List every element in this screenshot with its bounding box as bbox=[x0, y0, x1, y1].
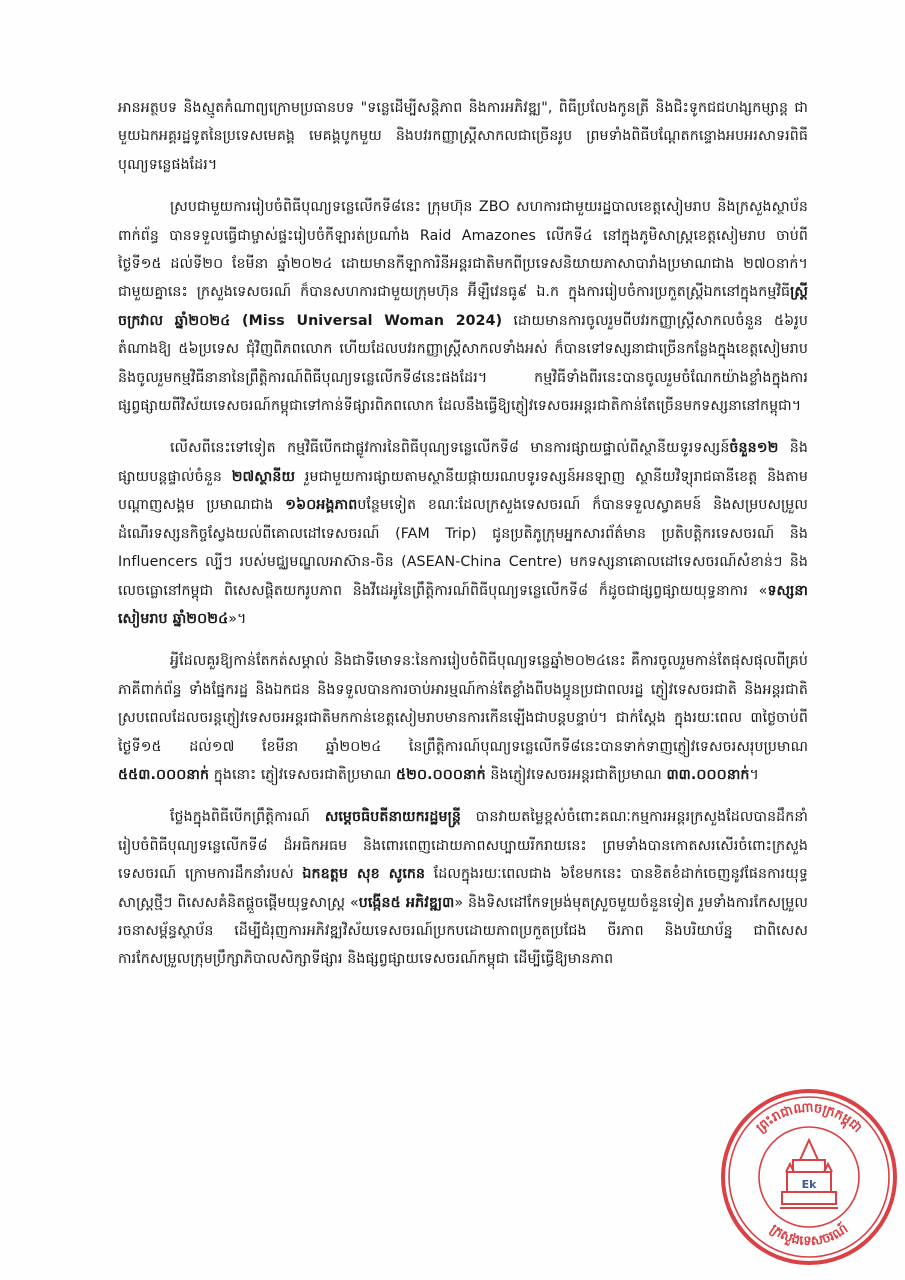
bold-text-run: ៣៣.០០០នាក់ bbox=[666, 766, 750, 783]
document-body bbox=[118, 94, 808, 988]
bold-text-run: សម្តេចធិបតីនាយករដ្ឋមន្ត្រី bbox=[324, 809, 461, 826]
text-run: ដោយមានការចូលរួមពីបវរកញ្ញាស្រ្តីសាកលចំនួន ៥៦រូប តំណាងឱ្យ ៥៦ប្រទេស ជុំវិញពិភពលោក ហើយដែលបវរកញ្ញាស្រ្តីសាកលទាំងអស់ ក៏បានទៅទស្សនាជាច្រើនកន្លែងក្នុងខេត្តសៀមរាប និងចូលរួមកម្មវិធីនានានៃព្រឹត្តិការណ៍ពិធីបុណ្យទន្លេលើកទី៨នេះផងដែរ។ កម្មវិធីទាំងពីរនេះបានចូលរួមចំណែកយ៉ាងខ្លាំងក្នុងការផ្សព្វផ្សាយពីវិស័យទេសចរណ៍កម្ពុជាទៅកាន់ទីផ្សារពិភពលោក ដែលនឹងធ្វើឱ្យភ្ញៀវទេសចរអន្តរជាតិកាន់តែច្រើនមកទស្សនានៅកម្ពុជា។ bbox=[118, 312, 808, 415]
text-run: បានវាយតម្លៃខ្ពស់ចំពោះគណៈកម្មការអន្តរក្រសួងដែលបានដឹកនាំរៀបចំពិធីបុណ្យទន្លេលើកទី៨ ដ៏អធិកអធម និងពោរពេញដោយភាពសប្បាយរីករាយនេះ ព្រមទាំងបានកោតសរសើរចំពោះក្រសួងទេសចរណ៍ ក្រោមការដឹកនាំរបស់ bbox=[118, 809, 809, 883]
bold-text-run: ១៦០អង្គភាព bbox=[285, 497, 358, 514]
text-run: អ្វីដែលគួរឱ្យកាន់តែកត់សម្គាល់ និងជាទីមោទនៈនៃការរៀបចំពិធីបុណ្យទន្លេឆ្នាំ២០២៤នេះ គឺការចូលរួមកាន់តែផុសផុលពីគ្រប់ភាគីពាក់ព័ន្ធ ទាំងផ្នែករដ្ឋ និងឯកជន និងទទួលបានការចាប់អារម្មណ៍កាន់តែខ្លាំងពីបងប្អូនប្រជាពលរដ្ឋ ភ្ញៀវទេសចរជាតិ និងអន្តរជាតិ ស្របពេលដែលចរន្តភ្ញៀវទេសចរអន្តរជាតិមកកាន់ខេត្តសៀមរាបមានការកើនឡើងជាបន្តបន្ទាប់។ ជាក់ស្តែង ក្នុងរយៈពេល ៣ថ្ងៃចាប់ពីថ្ងៃទី១៥ ដល់១៧ ខែមីនា ឆ្នាំ២០២៤ នៃព្រឹត្តិការណ៍បុណ្យទន្លេលើកទី៨នេះបានទាក់ទាញភ្ញៀវទេសចរសរុបប្រមាណ bbox=[118, 653, 808, 755]
text-run: បន្ថែមទៀត ខណៈដែលក្រសួងទេសចរណ៍ ក៏បានទទួលស្វាគមន៍ និងសម្របសម្រួល ដំណើរទស្សនកិច្ចស្វែងយល់ពីគោលដៅទេសចរណ៍ (FAM Trip) ជូនប្រតិភូក្រុមអ្នកសារព័ត៌មាន ប្រតិបត្តិករទេសចរណ៍ និង Influencers ល្បីៗ របស់មជ្ឈមណ្ឌលអាស៊ាន-ចិន (ASEAN-China Centre) មកទស្សនាគោលដៅទេសចរណ៍សំខាន់ៗ និងលេចធ្លោនៅកម្ពុជា ពិសេសផ្តិតយករូបភាព និងវីដេអូនៃព្រឹត្តិការណ៍ពិធីបុណ្យទន្លេលើកទី៨ ក៏ដូចជាផ្សព្វផ្សាយយុទ្ធនាការ « bbox=[118, 497, 808, 599]
bold-text-run: បង្កើន៥ អភិវឌ្ឍ៣ bbox=[358, 894, 455, 911]
text-run: ថ្លែងក្នុងពិធីបើកព្រឹត្តិការណ៍ bbox=[170, 809, 325, 826]
seal-inner-ring bbox=[729, 1097, 889, 1257]
text-run: »។ bbox=[228, 610, 247, 627]
text-run: » និងទិសដៅកែទម្រង់មុតស្រួចមួយចំនួនទៀត រួមទាំងការកែសម្រួលរចនាសម្ព័ន្ធស្ថាប័ន ដើម្បីជំរុញការអភិវឌ្ឍវិស័យទេសចរណ៍ប្រកបដោយភាពប្រកួតប្រជែង ចីរភាព និងបរិយាប័ន្ន ជាពិសេសការកែសម្រួលក្រុមប្រឹក្សាភិបាលសិក្សាទីផ្សារ និងផ្សព្វផ្សាយទេសចរណ៍កម្ពុជា ដើម្បីធ្វើឱ្យមានភាព bbox=[118, 894, 809, 968]
paragraph-p3 bbox=[118, 434, 808, 633]
seal-top-text: ព្រះរាជាណាចក្រកម្ពុជា bbox=[753, 1100, 865, 1136]
paragraph-p5 bbox=[118, 803, 808, 973]
bold-text-run: ស្រ្តីចក្រវាល ឆ្នាំ២០២៤ (Miss Universal Woman 2024) bbox=[118, 284, 808, 329]
text-run: រួមជាមួយការផ្សាយតាមស្ថានីយផ្កាយរណបទូរទស្សន៍អនឡាញ ស្ថានីយវិទ្យុរាជធានីខេត្ត និងតាមបណ្តាញសង្គម ប្រមាណជាង bbox=[118, 468, 808, 514]
seal-bottom-text: ក្រសួងទេសចរណ៍ bbox=[767, 1221, 851, 1250]
bold-text-run: ចំនួន១២ bbox=[729, 440, 779, 457]
text-run: អានអត្ថបទ និងស្មូតកំណាព្យក្រោមប្រធានបទ "ទន្លេដើម្បីសន្តិភាព និងការអភិវឌ្ឍ", ពិធីប្រលែងកូនត្រី និងជិះទូកជជហង្សកម្សាន្ត ជាមួយឯកអគ្គរដ្ឋទូតនៃប្រទេសមេគង្គ មេគង្គបូកមួយ និងបវរកញ្ញាស្រ្តីសាកលជាច្រើនរូប ព្រមទាំងពិធីបណ្តែតកន្ទោងអបអរសាទរពិធីបុណ្យទន្លេផងដែរ។ bbox=[118, 100, 808, 173]
official-seal bbox=[720, 1088, 898, 1266]
text-run: ស្របជាមួយការរៀបចំពិធីបុណ្យទន្លេលើកទី៨នេះ ក្រុមហ៊ុន ZBO សហការជាមួយរដ្ឋបាលខេត្តសៀមរាប និងក្រសួងស្ថាប័នពាក់ព័ន្ធ បានទទួលធ្វើជាម្ចាស់ផ្ទះរៀបចំកីឡារត់ប្រណាំង Raid Amazones លើកទី៤ នៅក្នុងភូមិសាស្ត្រខេត្តសៀមរាប ចាប់ពីថ្ងៃទី១៥ ដល់ទី២០ ខែមីនា ឆ្នាំ២០២៤ ដោយមានកីឡាការិនីអន្តរជាតិមកពីប្រទេសនិយាយភាសាបារាំងប្រមាណជាង ២៧០នាក់។ ជាមួយគ្នានេះ ក្រសួងទេសចរណ៍ ក៏បានសហការជាមួយក្រុមហ៊ុន អ៊ីឡឺវេនធូ៩ ឯ.ក ក្នុងការរៀបចំការប្រកួតស្រ្តីឯកនៅក្នុងកម្មវិធី bbox=[118, 199, 808, 301]
paragraph-p1 bbox=[118, 94, 808, 179]
paragraph-p4 bbox=[118, 647, 808, 789]
text-run: ។ bbox=[749, 766, 759, 783]
bold-text-run: ទស្សនាសៀមរាប ឆ្នាំ២០២៤ bbox=[118, 582, 808, 627]
text-run: និងភ្ញៀវទេសចរអន្តរជាតិប្រមាណ bbox=[485, 766, 667, 783]
text-run: ដែលក្នុងរយៈពេលជាង ៦ខែមកនេះ បានខិតខំដាក់ចេញនូវផែនការយុទ្ធសាស្ត្រថ្មីៗ ពិសេសគំនិតផ្តួចផ្តើមយុទ្ធសាស្ត្រ « bbox=[118, 866, 808, 911]
bold-text-run: ៥២០.០០០នាក់ bbox=[395, 766, 486, 783]
bold-text-run: ៥៥៣.០០០នាក់ bbox=[118, 766, 210, 783]
seal-emblem-icon bbox=[780, 1140, 838, 1208]
seal-emblem-label: Ek bbox=[801, 1178, 817, 1191]
text-run: ក្នុងនោះ ភ្ញៀវទេសចរជាតិប្រមាណ bbox=[209, 766, 396, 783]
paragraph-p2 bbox=[118, 193, 808, 420]
text-run: លើសពីនេះទៅទៀត កម្មវិធីបើកជាផ្លូវការនៃពិធីបុណ្យទន្លេលើកទី៨ មានការផ្សាយផ្ទាល់ពីស្ថានីយទូរទស្សន៍ bbox=[170, 440, 730, 457]
bold-text-run: ឯកឧត្តម សុខ សូកេន bbox=[302, 866, 426, 883]
bold-text-run: ២៧ស្ថានីយ bbox=[231, 468, 296, 485]
text-run: និងផ្សាយបន្តផ្ទាល់ចំនួន bbox=[118, 440, 808, 485]
